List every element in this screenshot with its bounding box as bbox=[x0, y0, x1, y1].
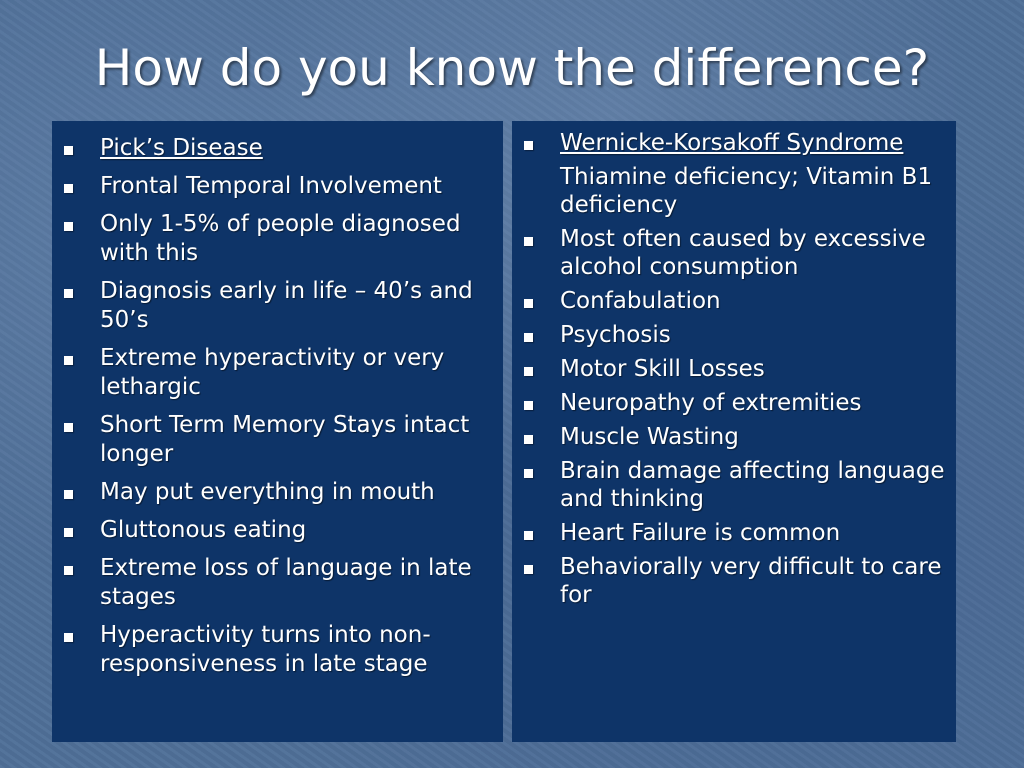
list-item bbox=[524, 355, 950, 383]
list-item-text: Confabulation bbox=[560, 288, 721, 314]
list-item bbox=[64, 478, 493, 507]
square-bullet-icon bbox=[524, 141, 533, 150]
square-bullet-icon bbox=[524, 333, 533, 342]
left-column-panel bbox=[52, 121, 503, 742]
square-bullet-icon bbox=[524, 367, 533, 376]
list-item-text: Muscle Wasting bbox=[560, 424, 739, 450]
square-bullet-icon bbox=[524, 237, 533, 246]
list-item bbox=[524, 389, 950, 417]
list-item bbox=[64, 344, 493, 402]
list-item-text: Short Term Memory Stays intact longer bbox=[100, 412, 470, 467]
left-bullet-list bbox=[64, 134, 493, 679]
square-bullet-icon bbox=[64, 146, 73, 155]
list-item-text: Only 1-5% of people diagnosed with this bbox=[100, 211, 461, 266]
list-item-text: Wernicke-Korsakoff Syndrome bbox=[560, 130, 904, 156]
list-item bbox=[64, 621, 493, 679]
list-item-text: Frontal Temporal Involvement bbox=[100, 173, 442, 199]
square-bullet-icon bbox=[524, 531, 533, 540]
list-item bbox=[64, 554, 493, 612]
list-item-text: Hyperactivity turns into non-responsiveness in late stage bbox=[100, 622, 431, 677]
slide-title: How do you know the difference? bbox=[94, 39, 930, 97]
list-item bbox=[524, 163, 950, 219]
list-item-text: Psychosis bbox=[560, 322, 671, 348]
list-item bbox=[524, 457, 950, 513]
right-bullet-list bbox=[524, 129, 950, 609]
square-bullet-icon bbox=[524, 401, 533, 410]
list-item bbox=[524, 321, 950, 349]
list-item-text: Most often caused by excessive alcohol consumption bbox=[560, 226, 926, 280]
list-item bbox=[524, 553, 950, 609]
list-item-text: Pick’s Disease bbox=[100, 135, 263, 161]
list-item bbox=[524, 287, 950, 315]
square-bullet-icon bbox=[64, 528, 73, 537]
list-item-text: Motor Skill Losses bbox=[560, 356, 765, 382]
list-item-text: Brain damage affecting language and thinking bbox=[560, 458, 945, 512]
list-item bbox=[64, 134, 493, 163]
list-item-text: May put everything in mouth bbox=[100, 479, 435, 505]
square-bullet-icon bbox=[64, 566, 73, 575]
square-bullet-icon bbox=[64, 423, 73, 432]
list-item-text: Diagnosis early in life – 40’s and 50’s bbox=[100, 278, 473, 333]
right-column-panel bbox=[512, 121, 956, 742]
square-bullet-icon bbox=[524, 435, 533, 444]
list-item bbox=[524, 129, 950, 157]
list-item bbox=[64, 210, 493, 268]
list-item-text: Extreme loss of language in late stages bbox=[100, 555, 472, 610]
square-bullet-icon bbox=[64, 490, 73, 499]
list-item bbox=[524, 423, 950, 451]
list-item-text: Extreme hyperactivity or very lethargic bbox=[100, 345, 445, 400]
square-bullet-icon bbox=[524, 565, 533, 574]
list-item-text: Gluttonous eating bbox=[100, 517, 307, 543]
square-bullet-icon bbox=[64, 633, 73, 642]
list-item bbox=[64, 172, 493, 201]
square-bullet-icon bbox=[64, 289, 73, 298]
list-item-text: Heart Failure is common bbox=[560, 520, 841, 546]
list-item-text: Thiamine deficiency; Vitamin B1 deficiency bbox=[560, 164, 933, 218]
square-bullet-icon bbox=[64, 184, 73, 193]
list-item bbox=[64, 516, 493, 545]
list-item-text: Behaviorally very difficult to care for bbox=[560, 554, 942, 608]
square-bullet-icon bbox=[524, 299, 533, 308]
list-item bbox=[64, 277, 493, 335]
list-item bbox=[524, 519, 950, 547]
list-item bbox=[64, 411, 493, 469]
square-bullet-icon bbox=[64, 222, 73, 231]
list-item-text: Neuropathy of extremities bbox=[560, 390, 862, 416]
square-bullet-icon bbox=[64, 356, 73, 365]
square-bullet-icon bbox=[524, 469, 533, 478]
list-item bbox=[524, 225, 950, 281]
